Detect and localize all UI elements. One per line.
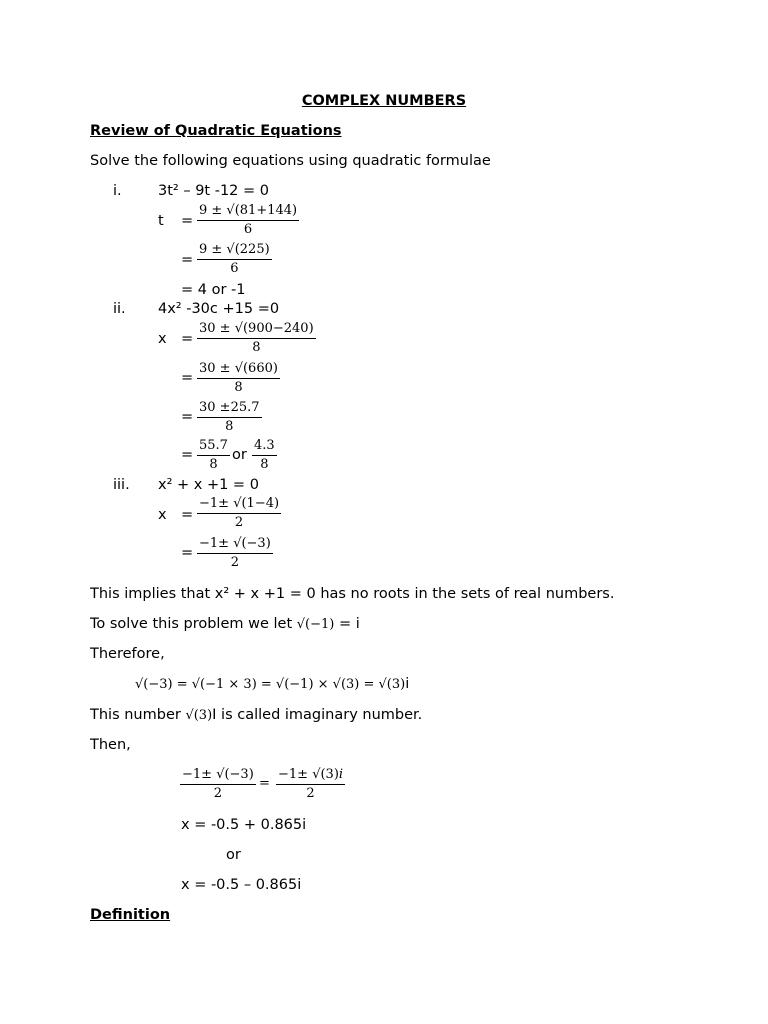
fraction-numerator: [276, 766, 345, 785]
or-text: or: [232, 447, 247, 463]
problem-2-fraction-3: [197, 399, 262, 436]
identity-suffix: i: [405, 676, 410, 692]
final-rhs-numerator: −1± √(3): [278, 767, 339, 782]
imaginary-suffix: I is called imaginary number.: [212, 707, 423, 723]
solve-paragraph: [90, 615, 360, 634]
fraction-denominator: 6: [230, 261, 239, 276]
problem-2-equation: 4x² -30c +15 =0: [158, 301, 280, 317]
page-title: COMPLEX NUMBERS: [301, 93, 467, 109]
equals-sign: =: [181, 507, 194, 523]
problem-2-fraction-1: [197, 320, 316, 357]
section-heading-definition: Definition: [90, 907, 171, 923]
problem-1-equation: 3t² – 9t -12 = 0: [158, 183, 269, 199]
fraction-numerator: −1± √(−3): [197, 535, 273, 554]
fraction-denominator: 2: [230, 555, 240, 570]
fraction-numerator: 30 ± √(900−240): [197, 320, 316, 339]
fraction-denominator: 8: [260, 457, 269, 472]
problem-1-variable: t: [158, 213, 164, 229]
fraction-denominator: 6: [243, 222, 253, 237]
fraction-numerator: 9 ± √(81+144): [197, 202, 299, 221]
problem-2-fraction-2: [197, 360, 280, 397]
problem-2-fraction-4b: [252, 437, 277, 474]
problem-2-fraction-4a: [197, 437, 230, 474]
equals-sign: =: [181, 331, 194, 347]
fraction-numerator: 4.3: [252, 437, 277, 456]
fraction-denominator: 2: [213, 786, 223, 801]
fraction-denominator: 8: [234, 380, 243, 395]
identity-equation: [135, 675, 409, 694]
equals-sign: =: [181, 447, 194, 463]
problem-1-result: = 4 or -1: [181, 282, 246, 298]
therefore-text: Therefore,: [90, 646, 165, 662]
imaginary-math: √(3): [185, 708, 213, 723]
equals-sign: =: [181, 409, 194, 425]
root-1: x = -0.5 + 0.865i: [181, 817, 307, 833]
imaginary-paragraph: [90, 706, 422, 725]
solve-text-prefix: To solve this problem we let: [90, 616, 297, 632]
problem-1-fraction-2: [197, 241, 272, 278]
equals-sign: =: [181, 545, 194, 561]
section-heading-review: Review of Quadratic Equations: [90, 123, 342, 139]
fraction-numerator: 9 ± √(225): [197, 241, 272, 260]
fraction-numerator: 30 ± √(660): [197, 360, 280, 379]
fraction-denominator: 8: [252, 340, 261, 355]
final-equals-sign: =: [259, 776, 270, 791]
then-text: Then,: [90, 737, 131, 753]
problem-3-variable: x: [158, 507, 167, 523]
implies-paragraph: This implies that x² + x +1 = 0 has no roots in the sets of real numbers.: [90, 586, 615, 602]
fraction-numerator: −1± √(−3): [180, 766, 256, 785]
fraction-numerator: 55.7: [197, 437, 230, 456]
problem-1-fraction-1: [197, 202, 299, 239]
imaginary-unit: i: [338, 767, 344, 782]
fraction-numerator: 30 ±25.7: [197, 399, 262, 418]
sqrt-minus-one: √(−1): [296, 617, 335, 632]
problem-2-variable: x: [158, 331, 167, 347]
problem-2-label: ii.: [113, 301, 126, 317]
solve-text-suffix: = i: [334, 616, 360, 632]
fraction-numerator: −1± √(1−4): [197, 495, 281, 514]
intro-text: Solve the following equations using quadratic formulae: [90, 153, 491, 169]
problem-3-fraction-2: [197, 535, 273, 572]
equals-sign: =: [181, 370, 194, 386]
identity-math: √(−3) = √(−1 × 3) = √(−1) × √(3) = √(3): [135, 677, 406, 692]
root-2: x = -0.5 – 0.865i: [181, 877, 302, 893]
fraction-denominator: 8: [225, 419, 234, 434]
fraction-denominator: 2: [306, 786, 315, 801]
fraction-denominator: 2: [234, 515, 244, 530]
problem-3-label: iii.: [113, 477, 130, 493]
problem-1-label: i.: [113, 183, 122, 199]
imaginary-prefix: This number: [90, 707, 186, 723]
final-rhs-fraction: [276, 766, 345, 803]
fraction-denominator: 8: [209, 457, 218, 472]
problem-3-equation: x² + x +1 = 0: [158, 477, 259, 493]
equals-sign: =: [181, 213, 194, 229]
root-or: or: [226, 847, 241, 863]
final-lhs-fraction: [180, 766, 256, 803]
problem-3-fraction-1: [197, 495, 281, 532]
equals-sign: =: [181, 252, 194, 268]
